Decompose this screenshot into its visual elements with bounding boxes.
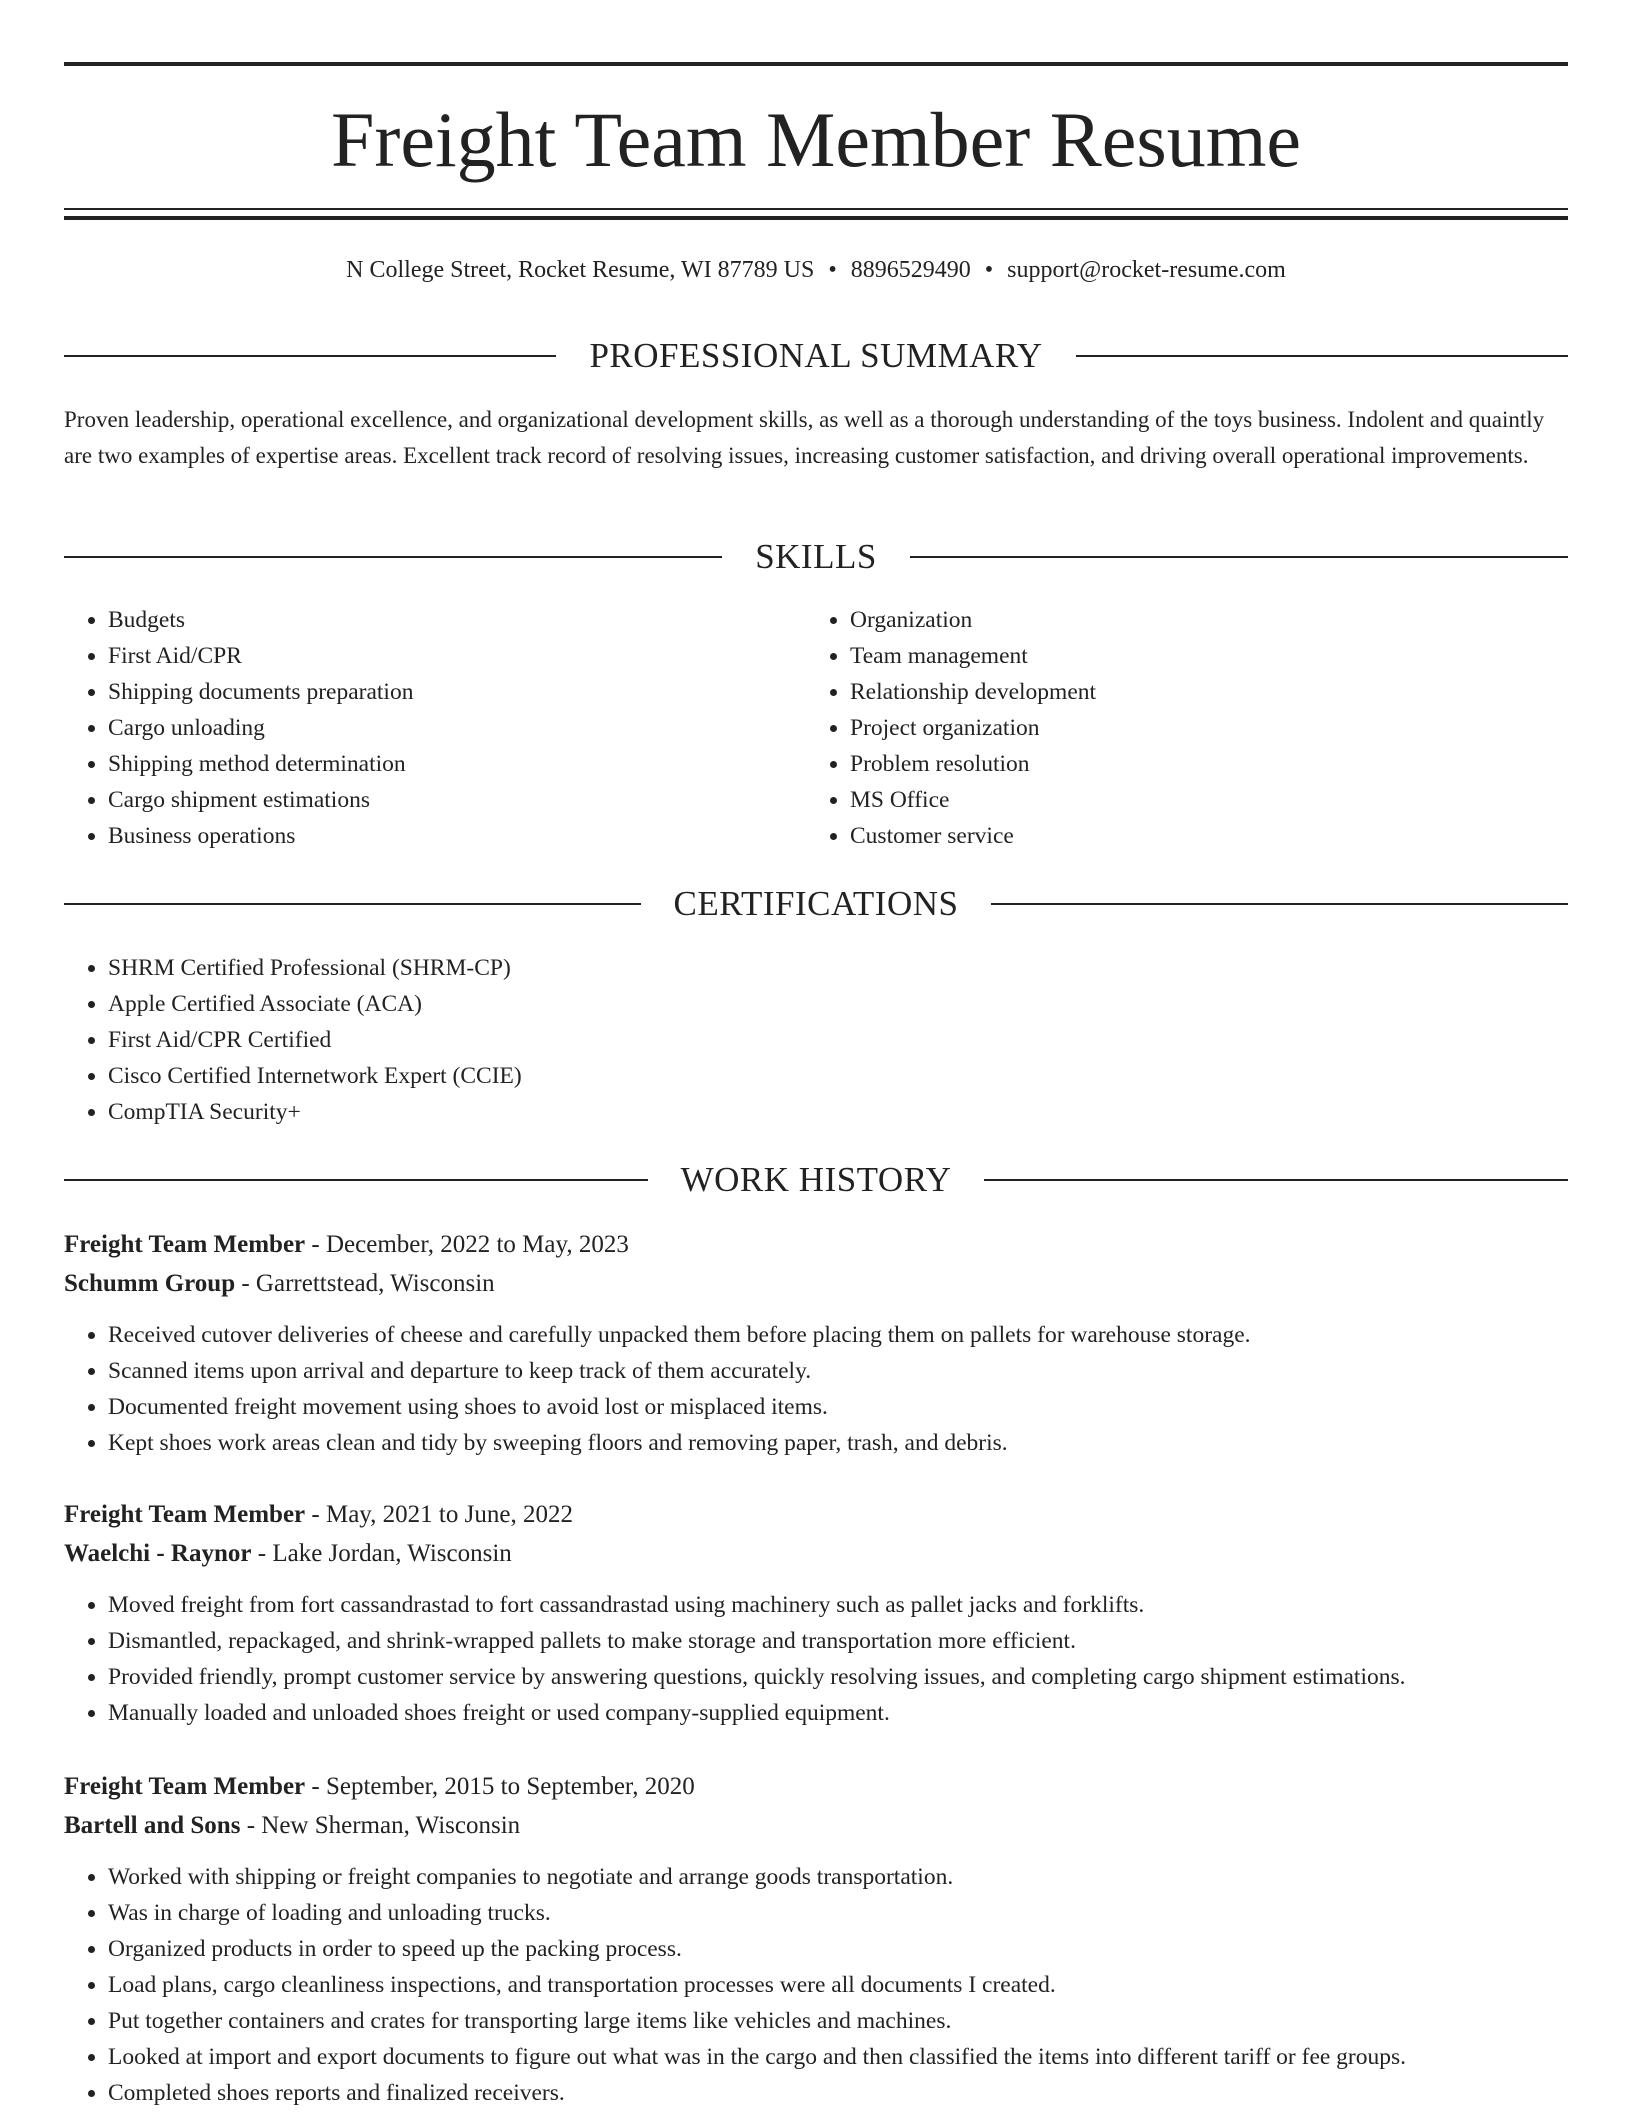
section-heading-work-history	[64, 1158, 1568, 1202]
skill-item: • Cargo shipment estimations	[108, 782, 804, 818]
job-duty: • Documented freight movement using shoes to avoid lost or misplaced items.	[108, 1389, 1568, 1425]
job-duty: • Provided friendly, prompt customer service by answering questions, quickly resolving issues, and completing cargo shipment estimations.	[108, 1659, 1568, 1695]
job-company: Schumm Group	[64, 1270, 236, 1297]
certification-item: • SHRM Certified Professional (SHRM-CP)	[108, 950, 1568, 986]
job-company-line	[64, 1264, 1568, 1303]
job-company: Bartell and Sons	[64, 1812, 241, 1839]
certifications-list	[64, 950, 1568, 1130]
job-entry	[64, 1225, 1568, 1461]
heading-rule	[910, 556, 1568, 558]
job-duty: • Kept shoes work areas clean and tidy by sweeping floors and removing paper, trash, and debris.	[108, 1425, 1568, 1461]
job-duty: • Moved freight from fort cassandrastad to fort cassandrastad using machinery such as pallet jacks and forklifts.	[108, 1587, 1568, 1623]
job-company-line	[64, 1534, 1568, 1573]
certification-item: • CompTIA Security+	[108, 1094, 1568, 1130]
skill-item: • Business operations	[108, 818, 804, 854]
job-duty: • Looked at import and export documents to figure out what was in the cargo and then classified the items into different tariff or fee groups.	[108, 2039, 1568, 2075]
heading-rule	[1076, 355, 1568, 357]
heading-rule	[64, 903, 641, 905]
page-title: Freight Team Member Resume	[330, 96, 1302, 183]
job-duty: • Dismantled, repackaged, and shrink-wrapped pallets to make storage and transportation more efficient.	[108, 1623, 1568, 1659]
contact-separator: •	[984, 257, 994, 283]
job-duty: • Completed shoes reports and finalized receivers.	[108, 2075, 1568, 2111]
skills-list-left	[64, 602, 804, 854]
section-heading-skills	[64, 535, 1568, 579]
contact-line	[64, 254, 1568, 286]
section-title-summary: PROFESSIONAL SUMMARY	[589, 336, 1043, 375]
job-title-line	[64, 1495, 1568, 1534]
job-duty: • Was in charge of loading and unloading trucks.	[108, 1895, 1568, 1931]
certification-item: • First Aid/CPR Certified	[108, 1022, 1568, 1058]
job-company-line	[64, 1806, 1568, 1845]
skill-item: • Customer service	[850, 818, 1566, 854]
heading-rule	[64, 1179, 648, 1181]
job-title: Freight Team Member	[64, 1501, 306, 1528]
heading-rule	[64, 556, 722, 558]
job-duty: • Worked with shipping or freight companies to negotiate and arrange goods transportation.	[108, 1859, 1568, 1895]
title-rule-thick	[64, 216, 1568, 220]
certifications-block	[64, 950, 1568, 1130]
job-duties-list	[64, 1317, 1568, 1461]
job-duty: • Put together containers and crates for transporting large items like vehicles and machines.	[108, 2003, 1568, 2039]
heading-rule	[64, 355, 556, 357]
skill-item: • Cargo unloading	[108, 710, 804, 746]
job-duty: • Manually loaded and unloaded shoes freight or used company-supplied equipment.	[108, 1695, 1568, 1731]
job-duty: • Load plans, cargo cleanliness inspections, and transportation processes were all documents I created.	[108, 1967, 1568, 2003]
job-duty: • Scanned items upon arrival and departure to keep track of them accurately.	[108, 1353, 1568, 1389]
skill-item: • Problem resolution	[850, 746, 1566, 782]
skill-item: • Budgets	[108, 602, 804, 638]
job-dates: - September, 2015 to September, 2020	[305, 1773, 695, 1800]
contact-separator: •	[828, 257, 837, 283]
section-title-skills: SKILLS	[755, 537, 877, 576]
section-heading-certifications	[64, 882, 1568, 926]
job-duty: • Received cutover deliveries of cheese and carefully unpacked them before placing them on pallets for warehouse storage.	[108, 1317, 1568, 1353]
certification-item: • Cisco Certified Internetwork Expert (CCIE)	[108, 1058, 1568, 1094]
skill-item: • MS Office	[850, 782, 1566, 818]
skill-item: • Organization	[850, 602, 1566, 638]
heading-rule	[991, 903, 1568, 905]
job-location: - New Sherman, Wisconsin	[240, 1812, 521, 1839]
job-dates: - May, 2021 to June, 2022	[305, 1501, 573, 1528]
contact-address: N College Street, Rocket Resume, WI 87789 US	[346, 257, 815, 283]
job-title: Freight Team Member	[64, 1773, 306, 1800]
job-title-line	[64, 1225, 1568, 1264]
job-entry	[64, 1767, 1568, 2111]
skills-right-column	[806, 602, 1566, 854]
top-rule	[64, 62, 1568, 66]
job-entry	[64, 1495, 1568, 1731]
skills-left-column	[64, 602, 804, 854]
job-duties-list	[64, 1587, 1568, 1731]
skill-item: • Shipping documents preparation	[108, 674, 804, 710]
skill-item: • Shipping method determination	[108, 746, 804, 782]
skill-item: • First Aid/CPR	[108, 638, 804, 674]
section-title-certifications: CERTIFICATIONS	[673, 884, 959, 923]
skill-item: • Relationship development	[850, 674, 1566, 710]
contact-phone: 8896529490	[850, 257, 971, 283]
job-title-line	[64, 1767, 1568, 1806]
job-title: Freight Team Member	[64, 1231, 306, 1258]
title-rule-thin	[64, 208, 1568, 210]
skills-list-right	[806, 602, 1566, 854]
contact-email: support@rocket-resume.com	[1007, 257, 1286, 283]
summary-text: Proven leadership, operational excellence, and organizational development skills, as well as a thorough understanding of the toys business. Indolent and quaintly are two examples of expertise areas. Excellent track record of resolving issues, increasing customer satisfaction, and driving overall operational improvements.	[64, 407, 1545, 468]
section-title-work-history: WORK HISTORY	[680, 1160, 952, 1199]
job-duty: • Organized products in order to speed up the packing process.	[108, 1931, 1568, 1967]
job-dates: - December, 2022 to May, 2023	[305, 1231, 629, 1258]
section-heading-summary	[64, 334, 1568, 378]
job-duties-list	[64, 1859, 1568, 2111]
certification-item: • Apple Certified Associate (ACA)	[108, 986, 1568, 1022]
skill-item: • Project organization	[850, 710, 1566, 746]
skill-item: • Team management	[850, 638, 1566, 674]
job-location: - Garrettstead, Wisconsin	[235, 1270, 495, 1297]
job-location: - Lake Jordan, Wisconsin	[251, 1540, 512, 1567]
heading-rule	[984, 1179, 1568, 1181]
job-company: Waelchi - Raynor	[64, 1540, 252, 1567]
